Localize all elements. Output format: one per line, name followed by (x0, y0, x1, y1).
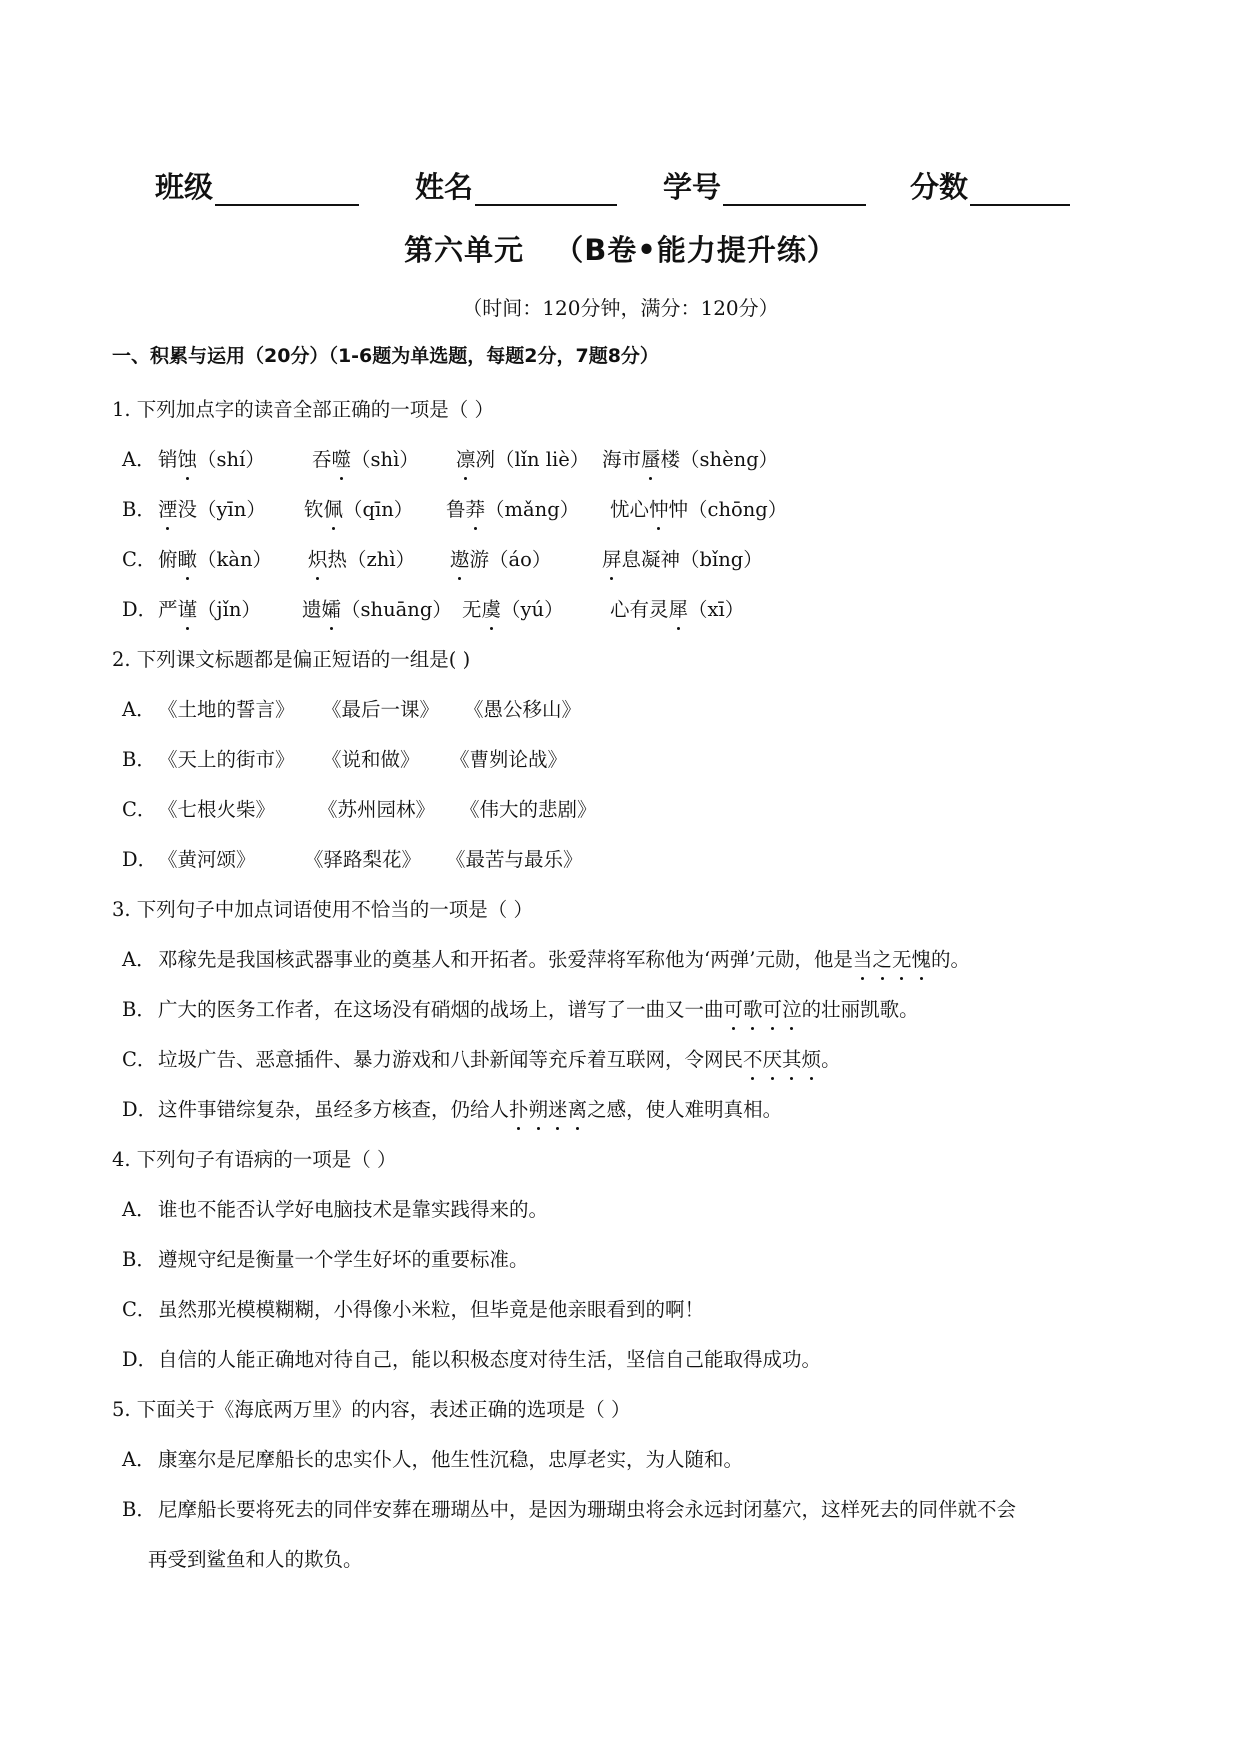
question-1-stem: 1. 下列加点字的读音全部正确的一项是（ ） (112, 398, 495, 421)
dotted-char: 忡 (649, 494, 669, 522)
question-2-option-c[interactable]: C．《七根火柴》 《苏州园林》 《伟大的悲剧》 (122, 798, 597, 821)
dotted-char: 蚀 (178, 444, 198, 472)
score-field (910, 165, 1070, 206)
question-1-option-c[interactable]: C．俯瞰（kàn） 炽热（zhì） 遨游（áo） 屏息凝神（bǐng） (122, 544, 763, 572)
question-3-option-c[interactable]: C．垃圾广告、恶意插件、暴力游戏和八卦新闻等充斥着互联网，令网民不厌其烦。 (122, 1044, 841, 1072)
student-info-line (155, 160, 1085, 206)
class-blank[interactable] (215, 170, 359, 206)
question-4-option-d[interactable]: D．自信的人能正确地对待自己，能以积极态度对待生活，坚信自己能取得成功。 (122, 1348, 822, 1371)
question-3-option-a[interactable]: A． 邓稼先是我国核武器事业的奠基人和开拓者。张爱萍将军称他为‘两弹’元勋，他是当之无愧的。 (122, 944, 970, 972)
dotted-char: 莽 (466, 494, 486, 522)
score-label: 分数 (910, 170, 969, 204)
question-3-option-b[interactable]: B． 广大的医务工作者，在这场没有硝烟的战场上，谱写了一曲又一曲可歌可泣的壮丽凯歌。 (122, 994, 919, 1022)
dotted-phrase: 当之无愧 (853, 948, 931, 971)
question-2-option-b[interactable]: B． 《天上的街市》 《说和做》 《曹刿论战》 (122, 748, 568, 771)
dotted-char: 孀 (322, 594, 342, 622)
class-label: 班级 (155, 170, 214, 204)
question-5-option-b-continued: 再受到鲨鱼和人的欺负。 (148, 1548, 363, 1571)
unit-title (0, 228, 1241, 269)
name-label: 姓名 (415, 170, 474, 204)
question-5-option-b[interactable]: B． 尼摩船长要将死去的同伴安葬在珊瑚丛中，是因为珊瑚虫将会永远封闭墓穴，这样死去的同伴就不会 (122, 1498, 1017, 1521)
question-4-stem: 4. 下列句子有语病的一项是（ ） (112, 1148, 397, 1171)
dotted-char: 凛 (456, 444, 476, 472)
time-info: （时间：120分钟，满分：120分） (462, 296, 779, 320)
question-1-option-b[interactable]: B． 湮没（yīn） 钦佩（qīn） 鲁莽（mǎng） 忧心忡忡（chōng） (122, 494, 787, 522)
unit-name: 第六单元 (404, 233, 525, 267)
paper-name: （B卷•能力提升练） (554, 233, 837, 267)
question-2-option-d[interactable]: D．《黄河颂》 《驿路梨花》 《最苦与最乐》 (122, 848, 583, 871)
question-1-option-a[interactable]: A． 销蚀（shí） 吞噬（shì） 凛冽（lǐn liè） 海市蜃楼（shèng） (122, 444, 778, 472)
class-field (155, 165, 359, 206)
student-id-blank[interactable] (723, 170, 866, 206)
question-2-stem: 2. 下列课文标题都是偏正短语的一组是( ) (112, 648, 471, 671)
name-blank[interactable] (475, 170, 617, 206)
question-2-option-a[interactable]: A． 《土地的誓言》 《最后一课》 《愚公移山》 (122, 698, 582, 721)
question-5-option-a[interactable]: A． 康塞尔是尼摩船长的忠实仆人，他生性沉稳，忠厚老实，为人随和。 (122, 1448, 744, 1471)
dotted-char: 犀 (669, 594, 689, 622)
dotted-char: 虞 (482, 594, 502, 622)
section-heading: 一、积累与运用（20分）（1-6题为单选题，每题2分，7题8分） (112, 345, 659, 367)
question-5-stem: 5. 下面关于《海底两万里》的内容，表述正确的选项是（ ） (112, 1398, 631, 1421)
name-field (415, 165, 617, 206)
dotted-char: 噬 (332, 444, 352, 472)
dotted-char: 佩 (324, 494, 344, 522)
dotted-char: 瞰 (178, 544, 198, 572)
question-3-stem: 3. 下列句子中加点词语使用不恰当的一项是（ ） (112, 898, 534, 921)
score-blank[interactable] (970, 170, 1070, 206)
dotted-char: 湮 (158, 494, 178, 522)
student-id-field (663, 165, 866, 206)
dotted-char: 屏 (602, 544, 622, 572)
dotted-char: 谨 (178, 594, 198, 622)
dotted-phrase: 可歌可泣 (724, 998, 802, 1021)
question-4-option-b[interactable]: B． 遵规守纪是衡量一个学生好坏的重要标准。 (122, 1248, 529, 1271)
dotted-phrase: 不厌其烦 (743, 1048, 821, 1071)
dotted-char: 蜃 (641, 444, 661, 472)
question-3-option-d[interactable]: D．这件事错综复杂，虽经多方核查，仍给人扑朔迷离之感，使人难明真相。 (122, 1094, 782, 1122)
dotted-char: 炽 (308, 544, 328, 572)
student-id-label: 学号 (663, 170, 722, 204)
dotted-char: 遨 (450, 544, 470, 572)
question-4-option-a[interactable]: A． 谁也不能否认学好电脑技术是靠实践得来的。 (122, 1198, 549, 1221)
question-1-option-d[interactable]: D．严谨（jǐn） 遗孀（shuāng） 无虞（yú） 心有灵犀（xī） (122, 594, 744, 622)
dotted-phrase: 扑朔迷离 (509, 1098, 587, 1121)
question-4-option-c[interactable]: C．虽然那光模模糊糊，小得像小米粒，但毕竟是他亲眼看到的啊！ (122, 1298, 705, 1321)
